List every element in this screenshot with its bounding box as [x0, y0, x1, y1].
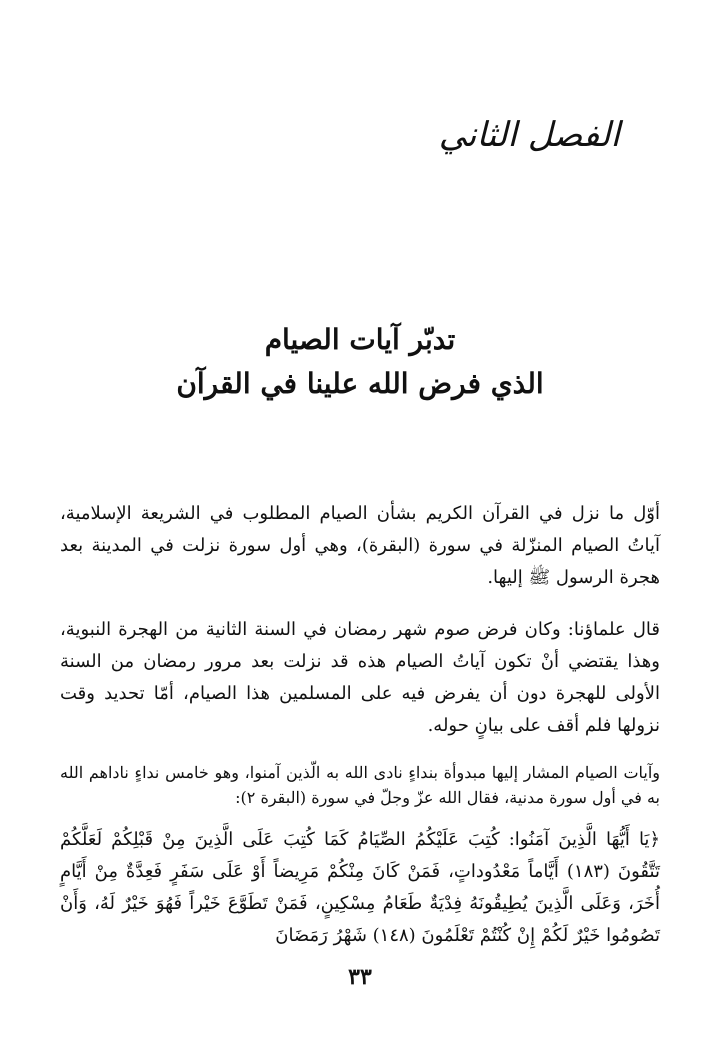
paragraph-3: وآيات الصيام المشار إليها مبدوأة بنداءٍ نادى الله به الّذين آمنوا، وهو خامس نداءٍ ناداهم الله به في أول سورة مدنية، فقال الله عزّ وجلّ في سورة (البقرة ٢): [60, 763, 660, 807]
title-line-1: تدبّر آيات الصيام [264, 323, 456, 356]
title-line-2: الذي فرض الله علينا في القرآن [176, 367, 544, 400]
paragraph-2: قال علماؤنا: وكان فرض صوم شهر رمضان في السنة الثانية من الهجرة النبوية، وهذا يقتضي أنْ تكون آياتُ الصيام هذه قد نزلت بعد مرور رمضان من السنة الأولى للهجرة دون أن يفرض فيه على المسلمين هذا الصيام، أمّا تحديد وقت نزولها فلم أقف على بيانٍ حوله. [60, 619, 660, 736]
chapter-heading: الفصل الثاني [438, 115, 620, 155]
quran-verse-block: ﴿يَا أَيُّهَا الَّذِينَ آمَنُوا: كُتِبَ عَلَيْكُمُ الصِّيَامُ كَمَا كُتِبَ عَلَى الَّذِينَ مِنْ قَبْلِكُمْ لَعَلَّكُمْ تَتَّقُونَ (١٨٣) أَيَّاماً مَعْدُوداتٍ، فَمَنْ كَانَ مِنْكُمْ مَرِيضاً أَوْ عَلَى سَفَرٍ فَعِدَّةٌ مِنْ أَيَّامٍ أُخَرَ، وَعَلَى الَّذِينَ يُطِيقُونَهُ فِدْيَةٌ طَعَامُ مِسْكِينٍ، فَمَنْ تَطَوَّعَ خَيْراً فَهُوَ خَيْرٌ لَهُ، وَأَنْ تَصُومُوا خَيْرٌ لَكُمْ إِنْ كُنْتُمْ تَعْلَمُونَ (١٤٨) شَهْرُ رَمَضَانَ [60, 829, 660, 946]
section-title [60, 318, 660, 406]
page-number: ٣٣ [348, 964, 372, 990]
paragraph-1: أوّل ما نزل في القرآن الكريم بشأن الصيام المطلوب في الشريعة الإسلامية، آياتُ الصيام المنزّلة في سورة (البقرة)، وهي أول سورة نزلت في المدينة بعد هجرة الرسول ﷺ إليها. [60, 503, 660, 588]
